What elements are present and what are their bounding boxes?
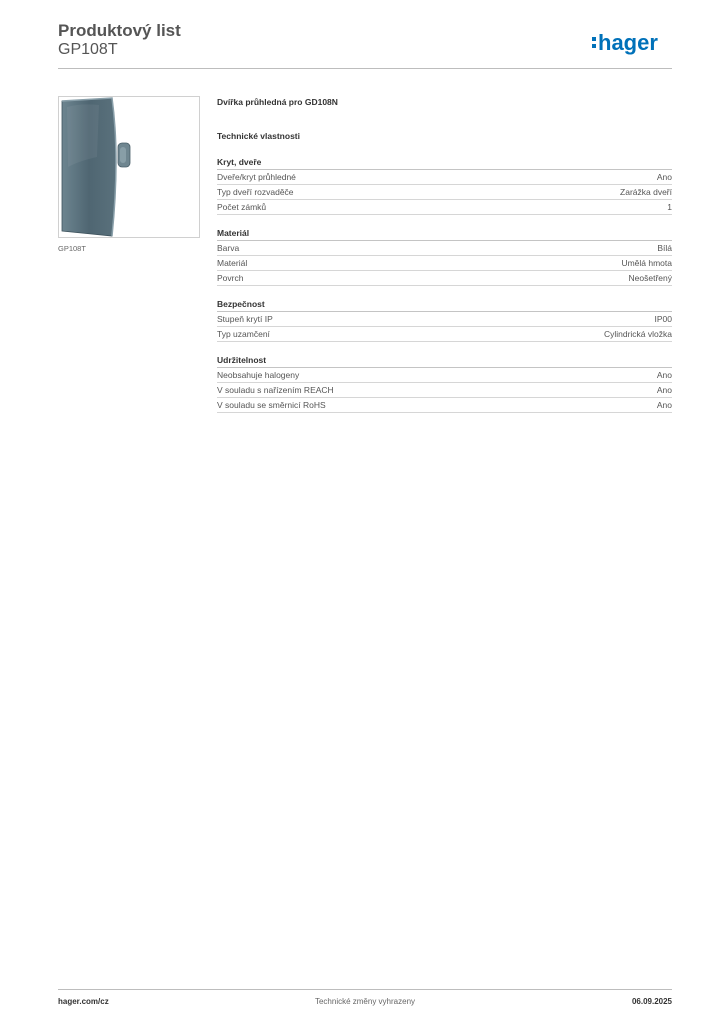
spec-label: Stupeň krytí IP <box>217 314 273 324</box>
spec-value: Ano <box>656 400 672 410</box>
header-divider <box>58 68 672 69</box>
website-link[interactable]: hager.com/cz <box>58 997 109 1006</box>
group-title: Udržitelnost <box>217 354 672 368</box>
spec-label: V souladu s nařízením REACH <box>217 385 334 395</box>
spec-group-cover-door <box>217 156 672 215</box>
spec-label: V souladu se směrnicí RoHS <box>217 400 326 410</box>
document-title: Produktový list <box>58 21 181 40</box>
spec-row <box>217 241 672 256</box>
spec-label: Povrch <box>217 273 244 283</box>
spec-row <box>217 170 672 185</box>
footer-date: 06.09.2025 <box>631 997 672 1006</box>
spec-label: Typ uzamčení <box>217 329 270 339</box>
group-title: Bezpečnost <box>217 298 672 312</box>
spec-row <box>217 368 672 383</box>
logo-text: hager <box>598 30 658 55</box>
spec-label: Typ dveří rozvaděče <box>217 187 294 197</box>
spec-value: IP00 <box>654 314 672 324</box>
product-description: Dvířka průhledná pro GD108N <box>217 97 338 107</box>
spec-value: 1 <box>667 202 672 212</box>
page-footer <box>58 997 672 1011</box>
spec-table <box>217 96 672 413</box>
spec-label: Materiál <box>217 258 248 268</box>
spec-group-material <box>217 227 672 286</box>
group-title: Kryt, dveře <box>217 156 672 170</box>
page-header <box>58 20 672 68</box>
spec-value: Bílá <box>657 243 672 253</box>
spec-label: Dveře/kryt průhledné <box>217 172 296 182</box>
spec-row <box>217 271 672 286</box>
image-caption: GP108T <box>58 244 86 253</box>
spec-value: Ano <box>656 370 672 380</box>
spec-row <box>217 398 672 413</box>
product-code: GP108T <box>58 41 118 58</box>
spec-label: Počet zámků <box>217 202 267 212</box>
footer-divider <box>58 989 672 990</box>
product-image <box>58 96 200 238</box>
spec-row <box>217 256 672 271</box>
spec-value: Ano <box>656 385 672 395</box>
spec-label: Neobsahuje halogeny <box>217 370 300 380</box>
spec-value: Neošetřený <box>628 273 672 283</box>
spec-row <box>217 185 672 200</box>
spec-value: Ano <box>656 172 672 182</box>
spec-row <box>217 383 672 398</box>
spec-row <box>217 200 672 215</box>
spec-value: Umělá hmota <box>621 258 672 268</box>
hager-logo <box>592 30 672 58</box>
section-heading: Technické vlastnosti <box>217 131 300 141</box>
footer-notice: Technické změny vyhrazeny <box>314 997 416 1006</box>
group-title: Materiál <box>217 227 672 241</box>
spec-value: Zarážka dveří <box>620 187 672 197</box>
spec-row <box>217 312 672 327</box>
spec-label: Barva <box>217 243 240 253</box>
spec-group-safety <box>217 298 672 342</box>
spec-row <box>217 327 672 342</box>
spec-group-sustainability <box>217 354 672 413</box>
spec-value: Cylindrická vložka <box>603 329 672 339</box>
